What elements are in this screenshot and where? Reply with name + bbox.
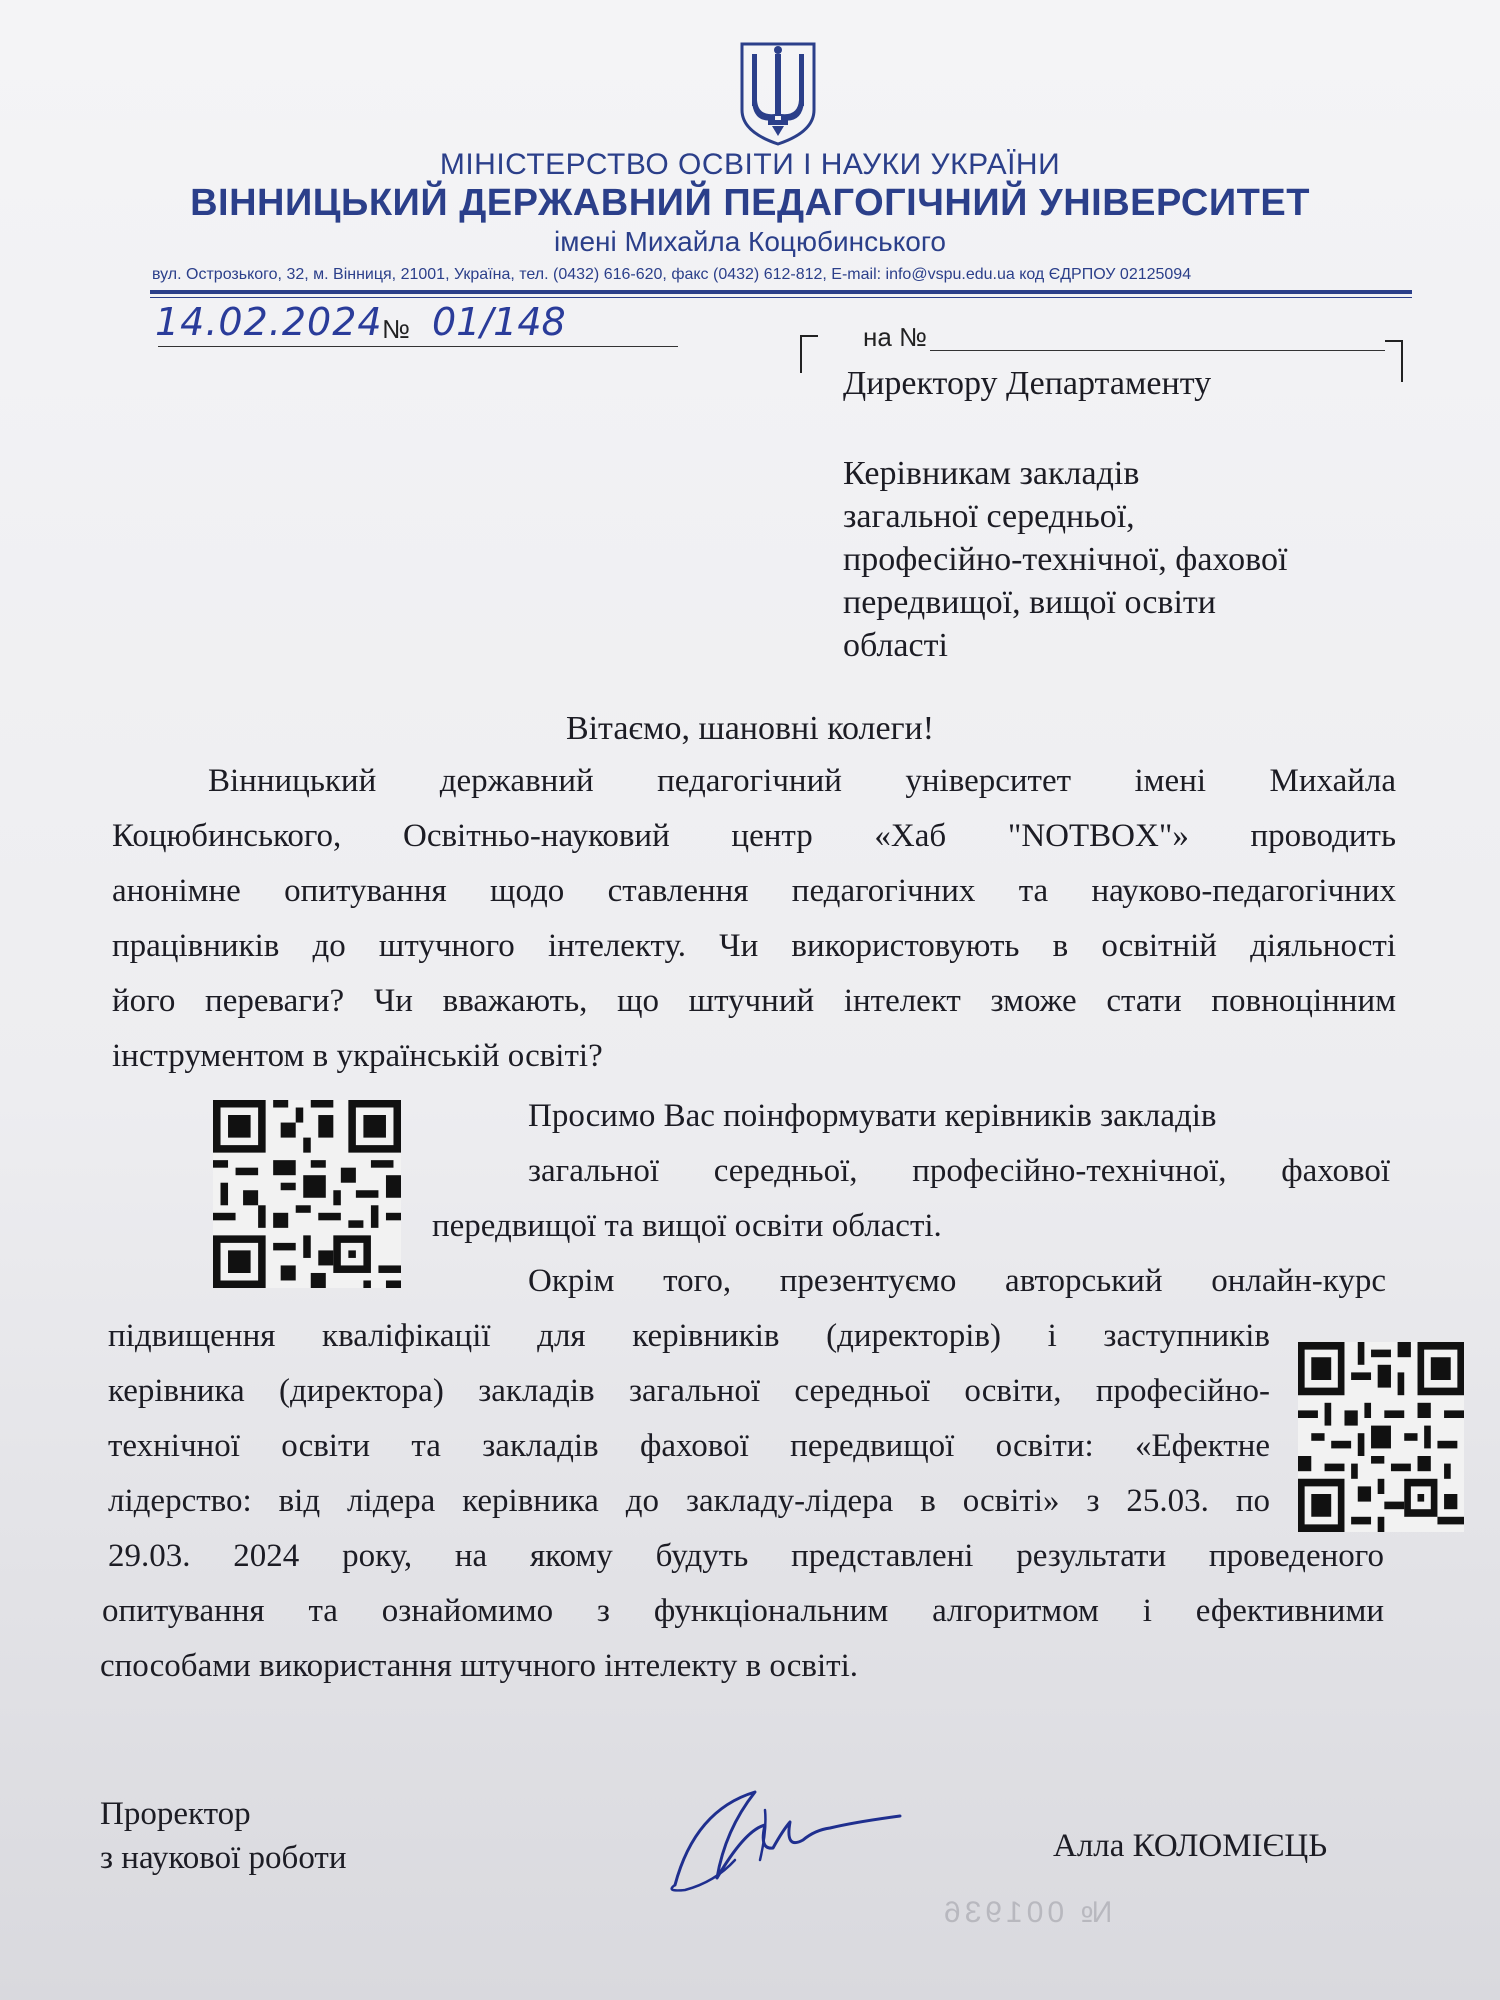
recipient-line: Керівникам закладів [843, 455, 1140, 492]
body-line: способами використання штучного інтелекту в освіті. [100, 1648, 858, 1684]
body-line: лідерство: від лідера керівника до закладу-лідера в освіті» з 25.03. по [108, 1483, 1270, 1519]
body-line: інструментом в українській освіті? [112, 1038, 603, 1074]
recipient-line: області [843, 627, 948, 664]
university-named-after: імені Михайла Коцюбинського [553, 226, 946, 257]
recipient-line: загальної середньої, [843, 498, 1135, 535]
body-line: передвищої та вищої освіти області. [432, 1208, 942, 1244]
body-line: працівників до штучного інтелекту. Чи використовують в освітній діяльності [112, 928, 1396, 964]
body-line: загальної середньої, професійно-технічної, фахової [528, 1153, 1390, 1189]
body-line: опитування та ознайомимо з функціональним алгоритмом і ефективними [102, 1593, 1384, 1629]
signer-name: Алла КОЛОМІЄЦЬ [1053, 1828, 1328, 1864]
body-line: Окрім того, презентуємо авторський онлайн-курс [528, 1263, 1386, 1299]
greeting: Вітаємо, шановні колеги! [565, 710, 935, 747]
letterhead-rule [150, 290, 1412, 294]
letterhead-address: вул. Острозького, 32, м. Вінниця, 21001, Україна, тел. (0432) 616-620, факс (0432) 612-812, E-mail: info@vspu.edu.ua код ЄДРПОУ 02125094 [152, 266, 1192, 283]
signer-position [100, 1792, 347, 1880]
body-line: 29.03. 2024 року, на якому будуть представлені результати проведеного [108, 1538, 1384, 1574]
university-title: ВІННИЦЬКИЙ ДЕРЖАВНИЙ ПЕДАГОГІЧНИЙ УНІВЕРСИТЕТ [190, 182, 1310, 224]
course-qr-code[interactable] [1298, 1342, 1464, 1532]
recipient-line: передвищої, вищої освіти [843, 584, 1216, 621]
body-line: Просимо Вас поінформувати керівників закладів [528, 1098, 1217, 1134]
body-line: керівника (директора) закладів загальної середньої освіти, професійно- [108, 1373, 1270, 1409]
handwritten-signature [655, 1770, 905, 1900]
recipient-line: Директору Департаменту [843, 365, 1212, 402]
reply-to-underline [930, 350, 1385, 351]
recipient-line: професійно-технічної, фахової [843, 541, 1288, 578]
trident-emblem-icon [738, 40, 818, 148]
body-line: Вінницький державний педагогічний університет імені Михайла [208, 763, 1396, 799]
reply-to-label: на № [863, 322, 927, 352]
body-line: Коцюбинського, Освітньо-науковий центр «Хаб "NOTBOX"» проводить [112, 818, 1396, 854]
body-line: анонімне опитування щодо ставлення педагогічних та науково-педагогічних [112, 873, 1396, 909]
number-label: № [382, 314, 410, 344]
body-line: підвищення кваліфікації для керівників (директорів) і заступників [108, 1318, 1270, 1354]
registration-stamp-number: № 001936 [940, 1896, 1113, 1929]
address-bracket-left [800, 335, 818, 373]
outgoing-number: 01/148 [432, 300, 566, 344]
address-bracket-right [1385, 340, 1403, 382]
body-line: його переваги? Чи вважають, що штучний інтелект зможе стати повноцінним [112, 983, 1396, 1019]
signer-position-line: з наукової роботи [100, 1840, 347, 1876]
outgoing-date: 14.02.2024 [155, 300, 383, 344]
letterhead-rule-thin [150, 297, 1412, 298]
survey-qr-code[interactable] [210, 1100, 404, 1288]
signer-position-line: Проректор [100, 1796, 251, 1832]
registration-underline [158, 346, 678, 347]
body-line: технічної освіти та закладів фахової передвищої освіти: «Ефектне [108, 1428, 1270, 1464]
ministry-title: МІНІСТЕРСТВО ОСВІТИ І НАУКИ УКРАЇНИ [439, 148, 1061, 181]
